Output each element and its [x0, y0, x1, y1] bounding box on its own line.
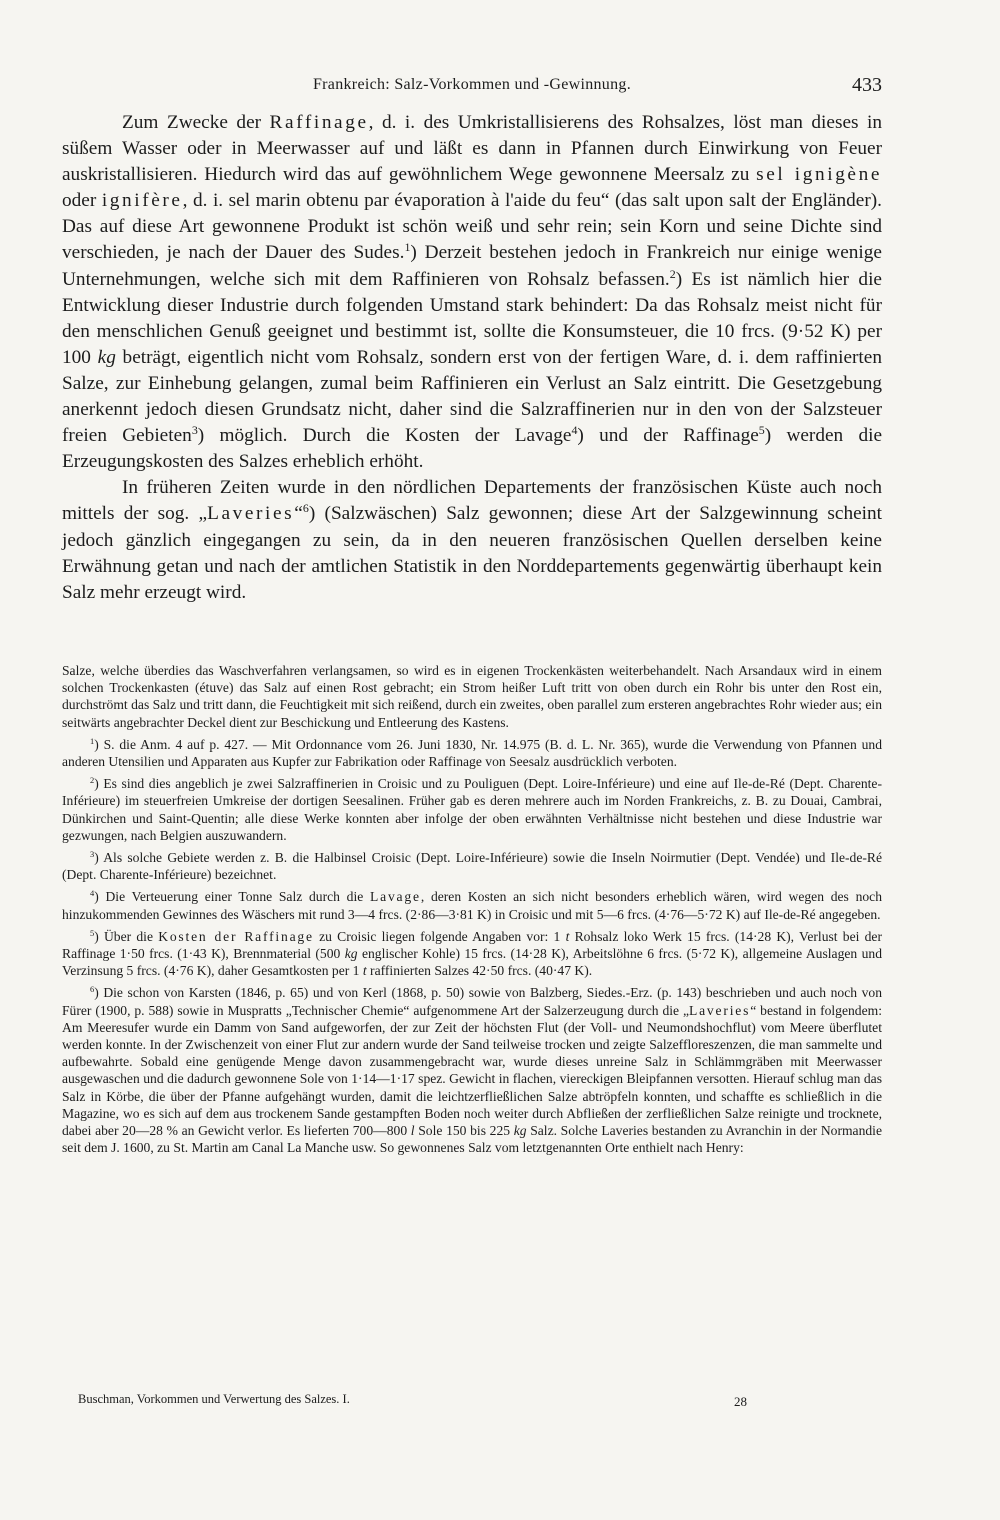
- footnote-1: [62, 736, 882, 770]
- text-run: ) Als solche Gebiete werden z. B. die Halbinsel Croisic (Dept. Loire-Inférieure) sowie die Inseln Noirmutier (Dept. Vendée) und Ile-de-Ré (Dept. Charente-Inférieure) bezeichnet.: [62, 850, 882, 883]
- footnote-marker: 3: [90, 848, 95, 859]
- unit-kg: kg: [513, 1123, 527, 1139]
- text-run: ) Derzeit bestehen jedoch in Frankreich nur einige wenige Unternehmungen, welche sich mit dem Raffinieren von Rohsalz befassen.: [62, 242, 882, 290]
- footer-author-line: Buschman, Vorkommen und Verwertung des Salzes. I.: [78, 1392, 350, 1406]
- footnotes: [62, 662, 882, 1161]
- unit-t: t: [362, 963, 367, 979]
- text-run: , d. i. sel marin obtenu par évaporation à l'aide du feu“ (das salt upon salt der Engländer). Das auf diese Art gewonnene Produkt ist schön weiß und sehr rein; sein Korn und seine Dichte sind verschieden, je nach der Dauer des Sudes.: [62, 190, 882, 264]
- text-run: , deren Kosten an sich nicht besonders erheblich wären, wird wegen des noch hinzukommenden Gewinnes des Wäschers mit rund 3—4 frcs. (2·86—3·81 K) in Croisic und mit 5—6 frcs. (4·76—5·72 K) auf Ile-de-Ré angegeben.: [62, 889, 882, 922]
- footnote-ref: 2: [669, 266, 676, 281]
- footnote-marker: 4: [90, 888, 95, 899]
- page-number: 433: [852, 74, 882, 96]
- text-run: ) (Salzwäschen) Salz gewonnen; diese Art der Salzgewinnung scheint jedoch gänzlich eingegangen zu sein, da in den neueren französischen Quellen derselben keine Erwähnung getan und nach der amtlichen Statistik in den Norddepartements gegenwärtig überhaupt kein Salz mehr erzeugt wird.: [62, 503, 882, 603]
- running-title: Frankreich: Salz-Vorkommen und -Gewinnung.: [312, 76, 632, 93]
- text-run: “ bestand in folgendem: Am Meeresufer wurde ein Damm von Sand aufgeworfen, der zur Zeit der höchsten Flut (der Voll- und Neumondshochflut) vom Meere überflutet werden konnte. In der Zwischenzeit von einer Flut zur andern wurde der Sand teilweise trocken und zeigte Salzeffloreszenzen, die man sammelte und aufbewahrte. Sobald eine genügende Menge davon zusammengebracht war, wurde dieses unreine Salz in Schlämmgräben mit Meerwasser ausgewaschen und die dadurch gewonnene Sole von 1·14—1·17 spez. Gewicht in flachen, viereckigen Bleipfannen versotten. Hierauf schlug man das Salz in Körbe, die über der Pfanne aufgehängt wurden, damit die leichtzerfließlichen Salze abtröpfeln konnten, und schaffte es schließlich in die Magazine, wo es sich auf dem aus trockenem Sande gestampften Boden noch weiter durch Abfließen der zerfließlichen Salze reinigte und trocknete, dabei aber 20—28 % an Gewicht verlor. Es lieferten 700—800: [62, 1002, 882, 1139]
- text-run: ) S. die Anm. 4 auf p. 427. — Mit Ordonnance vom 26. Juni 1830, Nr. 14.975 (B. d. L. Nr. 365), wurde die Verwendung von Pfannen und anderen Utensilien und Apparaten aus Kupfer zur Fabrikation oder Raffinage von Seesalz ausdrücklich verboten.: [62, 736, 882, 770]
- signature-mark: 28: [734, 1394, 747, 1409]
- text-run: ) Über die: [94, 928, 159, 944]
- page-footer: [62, 1392, 882, 1412]
- paragraph-raffinage: [62, 110, 882, 475]
- text-run: ) werden die Erzeugungskosten des Salzes erheblich erhöht.: [62, 425, 882, 473]
- text-run: Sole 150 bis 225: [414, 1123, 514, 1139]
- text-run: ) Es sind dies angeblich je zwei Salzraffinerien in Croisic und zu Pouliguen (Dept. Loire-Inférieure) und eine auf Ile-de-Ré (Dept. Charente-Inférieure) im steuerfreien Umkreise der dortigen Seesalinen. Früher gab es deren mehrere auch im Norden Frankreichs, z. B. zu Douai, Cambrai, Dünkirchen und Saint-Quentin; alle diese Werke konnten aber infolge der oben erwähnten Verhältnisse nicht bestehen und diese Industrie war gezwungen, nach Belgien auszuwandern.: [62, 776, 882, 843]
- unit-l: l: [410, 1123, 415, 1139]
- footnote-ref: 1: [404, 240, 411, 255]
- footnote-ref: 6: [302, 501, 309, 516]
- text-run: raffinierten Salzes 42·50 frcs. (40·47 K).: [366, 963, 593, 979]
- emphasis-laveries: Laveries: [207, 503, 295, 525]
- text-run: ) Die schon von Karsten (1846, p. 65) und von Kerl (1868, p. 50) sowie von Balzberg, Siedes.-Erz. (p. 143) beschrieben und auch noch von Fürer (1900, p. 588) sowie in Muspratts „Technischer Chemie“ aufgenommene Art der Salzerzeugung durch die „: [62, 985, 882, 1018]
- emphasis-lavage: Lavage: [370, 889, 421, 905]
- footnote-ref: 3: [191, 422, 198, 437]
- unit-kg: kg: [344, 946, 358, 962]
- footnote-marker: 6: [90, 984, 95, 995]
- text-run: englischer Kohle) 15 frcs. (14·28 K), Arbeitslöhne 6 frcs. (5·72 K), allgemeine Auslagen und Verzinsung 5 frcs. (4·76 K), daher Gesamtkosten per 1: [62, 946, 882, 979]
- footnote-6: [62, 984, 882, 1156]
- main-text: [62, 110, 882, 606]
- footnote-3: [62, 849, 882, 883]
- footnote-marker: 5: [90, 927, 95, 938]
- footnote-carryover: Salze, welche überdies das Waschverfahren verlangsamen, so wird es in eigenen Trockenkästen weiterbehandelt. Nach Arsandaux wird in einem solchen Trockenkasten (étuve) das Salz auf einen Rost gebracht; ein Strom heißer Luft tritt von oben durch ein Rohr bis unter den Rost ein, durchströmt das Salz und tritt dann, die Feuchtigkeit mit sich reißend, durch ein zweites, oben parallel zum ersteren angebrachtes Rohr wieder aus; ein seitwärts angebrachter Deckel dient zur Beschickung und Entleerung des Kastens.: [62, 663, 882, 730]
- footnote-ref: 4: [571, 422, 578, 437]
- footnote-4: [62, 888, 882, 922]
- text-run: “: [294, 503, 303, 525]
- text-run: Salz. Solche Laveries bestanden zu Avranchin in der Normandie seit dem J. 1600, zu St. Martin am Canal La Manche usw. So gewonnenes Salz vom letztgenannten Orte enthielt nach Henry:: [62, 1123, 882, 1156]
- text-run: oder: [62, 190, 102, 212]
- text-run: , d. i. des Umkristallisierens des Rohsalzes, löst man dieses in süßem Wasser oder in Meerwasser auf und läßt es dann in Pfannen durch Einwirkung von Feuer auskristallisieren. Hiedurch wird das auf gewöhnlichem Wege gewonnene Meersalz zu: [62, 112, 883, 186]
- footnote-5: [62, 928, 882, 980]
- unit-kg: kg: [97, 346, 116, 368]
- text-run: zu Croisic liegen folgende Angaben vor: 1: [313, 928, 566, 944]
- emphasis-raffinage: Raffinage: [269, 112, 369, 133]
- text-run: ) möglich. Durch die Kosten der Lavage: [197, 425, 572, 447]
- emphasis-ignifere: ignifère: [101, 190, 183, 212]
- text-run: Zum Zwecke der: [122, 112, 270, 133]
- footnote-marker: 1: [90, 735, 95, 746]
- emphasis-laveries: Laveries: [689, 1002, 751, 1018]
- footnote-ref: 5: [758, 422, 765, 437]
- footnote-2: [62, 775, 882, 844]
- footnote-marker: 2: [90, 775, 95, 786]
- unit-t: t: [565, 928, 570, 944]
- text-run: In früheren Zeiten wurde in den nördlichen Departements der französischen Küste auch noch mittels der sog. „: [62, 477, 882, 525]
- emphasis-sel-ignigene: sel ignigène: [756, 164, 882, 186]
- paragraph-laveries: [62, 475, 882, 605]
- text-run: ) Es ist nämlich hier die Entwicklung dieser Industrie durch folgenden Umstand stark behindert: Da das Rohsalz meist nicht für den menschlichen Genuß geeignet und bestimmt ist, sollte die Konsumsteuer, die 10 frcs. (9·52 K) per 100: [62, 268, 882, 368]
- running-head: [62, 72, 882, 102]
- text-run: ) Die Verteuerung einer Tonne Salz durch die: [94, 889, 371, 905]
- text-run: Rohsalz loko Werk 15 frcs. (14·28 K), Verlust bei der Raffinage 1·50 frcs. (1·43 K), Brennmaterial (500: [62, 928, 882, 962]
- emphasis-kosten-raffinage: Kosten der Raffinage: [158, 928, 314, 944]
- text-run: ) und der Raffinage: [577, 425, 759, 447]
- text-run: beträgt, eigentlich nicht vom Rohsalz, sondern erst von der fertigen Ware, d. i. dem raffinierten Salze, zur Einhebung gelangen, zumal beim Raffinieren ein Verlust an Salz eintritt. Die Gesetzgebung anerkennt jedoch diesen Grundsatz nicht, daher sind die Salzraffinerien nur in den von der Salzsteuer freien Gebieten: [62, 346, 882, 447]
